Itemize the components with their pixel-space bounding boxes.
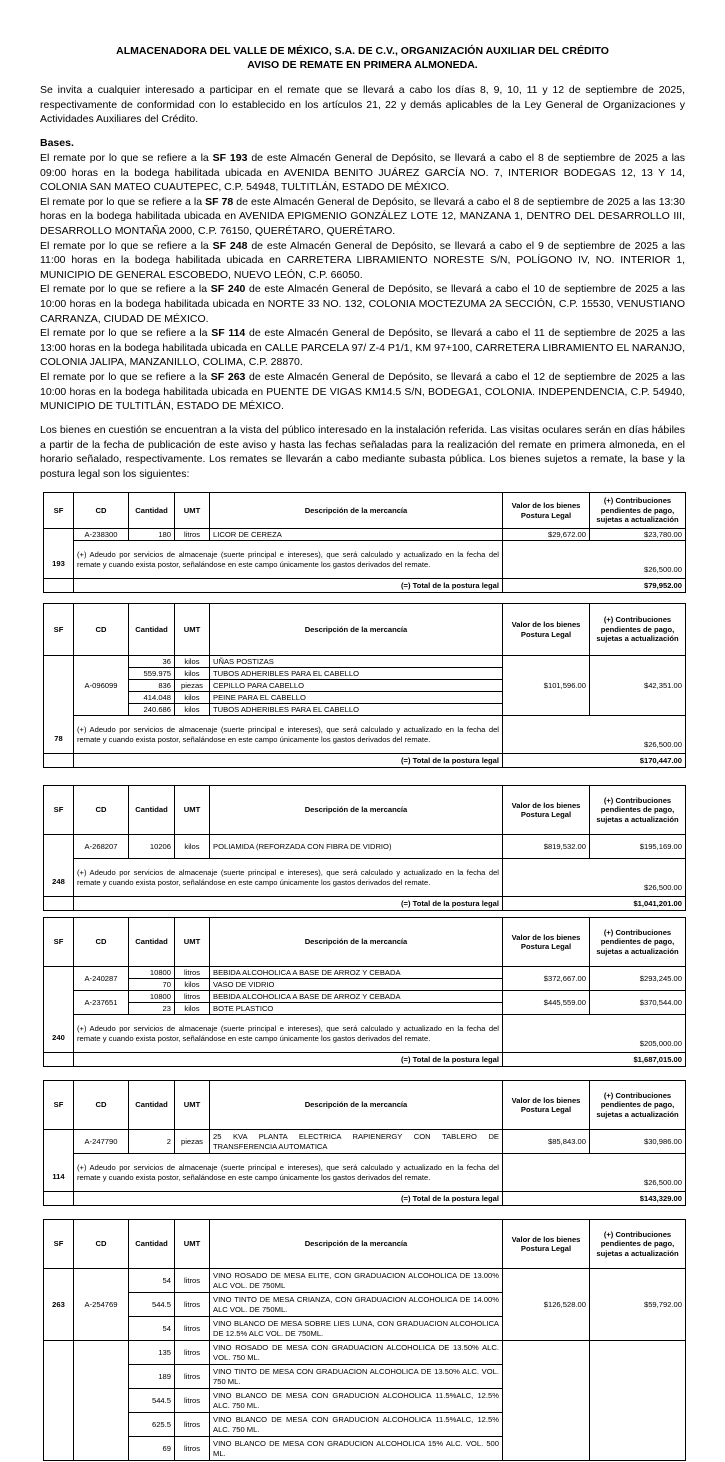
cantidad-value: 69 — [129, 1437, 175, 1461]
descripcion-value: CEPILLO PARA CABELLO — [210, 680, 503, 692]
company-title: ALMACENADORA DEL VALLE DE MÉXICO, S.A. DE C.V., ORGANIZACIÓN AUXILIAR DEL CRÉDITO — [116, 45, 609, 57]
cantidad-value: 180 — [129, 529, 175, 541]
header-row — [44, 786, 686, 835]
column-header-contribuciones: (+) Contribuciones pendientes de pago, sujetas a actualización — [590, 1220, 686, 1269]
column-header-contribuciones: (+) Contribuciones pendientes de pago, sujetas a actualización — [590, 786, 686, 835]
umt-value: litros — [175, 1413, 210, 1437]
umt-value: litros — [175, 1341, 210, 1365]
adeudo-value: $26,500.00 — [503, 716, 686, 754]
column-header-umt: UMT — [175, 1220, 210, 1269]
adeudo-value: $26,500.00 — [503, 541, 686, 579]
valor-value: $445,559.00 — [503, 991, 590, 1015]
total-row — [44, 1192, 686, 1206]
adeudo-value: $205,000.00 — [503, 1015, 686, 1053]
cantidad-value: 70 — [129, 979, 175, 991]
column-header-descripcion: Descripción de la mercancía — [210, 918, 503, 967]
total-blank — [44, 1192, 74, 1206]
total-value: $1,041,201.00 — [503, 897, 686, 911]
umt-value: litros — [175, 1365, 210, 1389]
valor-value: $29,672.00 — [503, 529, 590, 541]
sf-table-193 — [43, 492, 686, 593]
sf-ref: SF 193 — [212, 152, 248, 164]
descripcion-value: VINO BLANCO DE MESA CON GRADUCION ALCOHOLICA 11.5%ALC, 12.5% ALC. 750 ML. — [210, 1389, 503, 1413]
table-row — [44, 1269, 686, 1293]
descripcion-value: VINO TINTO DE MESA CON GRADUACION ALCOHOLICA DE 13.50% ALC. VOL. 750 ML. — [210, 1365, 503, 1389]
table-row — [44, 529, 686, 541]
column-header-descripcion: Descripción de la mercancía — [210, 1220, 503, 1269]
valor-value: $126,528.00 — [503, 1269, 590, 1341]
column-header-cd: CD — [74, 493, 129, 529]
column-header-umt: UMT — [175, 1081, 210, 1130]
column-header-descripcion: Descripción de la mercancía — [210, 786, 503, 835]
intro-paragraph: Se invita a cualquier interesado a participar en el remate que se llevará a cabo los días 8, 9, 10, 11 y 12 de septiembre de 2025, respectivamente de conformidad con lo establecido en los artículos 21, 22 y demás aplicables de la Ley General de Organizaciones y Actividades Auxiliares del Crédito. — [40, 84, 685, 126]
total-label: (=) Total de la postura legal — [74, 579, 503, 593]
notice-title: AVISO DE REMATE EN PRIMERA ALMONEDA. — [247, 59, 478, 71]
adeudo-row — [44, 1015, 686, 1053]
contribuciones-value: $59,792.00 — [590, 1269, 686, 1341]
valor-value: $101,596.00 — [503, 656, 590, 716]
column-header-valor: Valor de los bienes Postura Legal — [503, 1220, 590, 1269]
column-header-valor: Valor de los bienes Postura Legal — [503, 604, 590, 656]
cd-code: A-237651 — [74, 991, 129, 1015]
bases-title: Bases. — [40, 137, 74, 149]
total-value: $79,952.00 — [503, 579, 686, 593]
sf-number: 193 — [44, 529, 74, 579]
total-value: $1,687,015.00 — [503, 1053, 686, 1067]
base-paragraph: El remate por lo que se refiere a la SF 193 de este Almacén General de Depósito, se llevará a cabo el 8 de septiembre de 2025 a las 09:00 horas en la bodega habilitada ubicada en AVENIDA BENITO JUÁREZ GARCÍA NO. 7, INTERIOR BODEGAS 12, 13 Y 14, COLONIA SAN MATEO CUAUTEPEC, C.P. 54948, TULTITLÁN, ESTADO DE MÉXICO. — [40, 152, 685, 194]
descripcion-value: 25 KVA PLANTA ELECTRICA RAPIENERGY CON TABLERO DE TRANSFERENCIA AUTOMATICA — [210, 1130, 503, 1154]
sf-table-240 — [43, 917, 686, 1067]
total-label: (=) Total de la postura legal — [74, 1053, 503, 1067]
total-blank — [44, 579, 74, 593]
sf-number: 78 — [44, 656, 74, 754]
valor-value — [503, 1341, 590, 1461]
descripcion-value: BEBIDA ALCOHOLICA A BASE DE ARROZ Y CEBADA — [210, 967, 503, 979]
cantidad-value: 10800 — [129, 967, 175, 979]
cantidad-value: 54 — [129, 1269, 175, 1293]
column-header-valor: Valor de los bienes Postura Legal — [503, 786, 590, 835]
cantidad-value: 36 — [129, 656, 175, 668]
cd-code: A-240287 — [74, 967, 129, 991]
total-blank — [44, 1053, 74, 1067]
column-header-descripcion: Descripción de la mercancía — [210, 493, 503, 529]
column-header-sf: SF — [44, 493, 74, 529]
column-header-descripcion: Descripción de la mercancía — [210, 604, 503, 656]
sf-number: 240 — [44, 967, 74, 1053]
header-row — [44, 1081, 686, 1130]
column-header-cantidad: Cantidad — [129, 1081, 175, 1130]
contribuciones-value: $23,780.00 — [590, 529, 686, 541]
umt-value: litros — [175, 967, 210, 979]
total-label: (=) Total de la postura legal — [74, 1192, 503, 1206]
sf-table-248 — [43, 785, 686, 911]
column-header-sf: SF — [44, 604, 74, 656]
descripcion-value: UÑAS POSTIZAS — [210, 656, 503, 668]
descripcion-value: VINO BLANCO DE MESA CON GRADUCION ALCOHOLICA 11.5%ALC, 12.5% ALC. 750 ML. — [210, 1413, 503, 1437]
column-header-umt: UMT — [175, 604, 210, 656]
table-row — [44, 835, 686, 859]
column-header-cantidad: Cantidad — [129, 786, 175, 835]
table-row — [44, 1341, 686, 1365]
column-header-cd: CD — [74, 786, 129, 835]
umt-value: kilos — [175, 704, 210, 716]
umt-value: litros — [175, 529, 210, 541]
contribuciones-value: $370,544.00 — [590, 991, 686, 1015]
cd-code: A-254769 — [74, 1269, 129, 1341]
descripcion-value: VASO DE VIDRIO — [210, 979, 503, 991]
umt-value: litros — [175, 1317, 210, 1341]
base-paragraph: El remate por lo que se refiere a la SF 248 de este Almacén General de Depósito, se llevará a cabo el 9 de septiembre de 2025 a las 11:00 horas en la bodega habilitada ubicada en CARRETERA LIBRAMIENTO NORESTE S/N, POLÍGONO IV, NO. INTERIOR 1, MUNICIPIO DE GENERAL ESCOBEDO, NUEVO LEÓN, C.P. 66050. — [40, 239, 685, 281]
column-header-valor: Valor de los bienes Postura Legal — [503, 918, 590, 967]
total-value: $170,447.00 — [503, 754, 686, 768]
column-header-umt: UMT — [175, 493, 210, 529]
table-row — [44, 967, 686, 979]
sf-table-114 — [43, 1080, 686, 1206]
adeudo-value: $26,500.00 — [503, 859, 686, 897]
adeudo-text: (+) Adeudo por servicios de almacenaje (suerte principal e intereses), que será calculado y actualizado en la fecha del remate y cuando exista postor, señalándose en este campo únicamente los gastos derivados del remate. — [74, 859, 503, 897]
umt-value: kilos — [175, 692, 210, 704]
adeudo-text: (+) Adeudo por servicios de almacenaje (suerte principal e intereses), que será calculado y actualizado en la fecha del remate y cuando exista postor, señalándose en este campo únicamente los gastos derivados del remate. — [74, 716, 503, 754]
cd-code — [74, 1341, 129, 1461]
contribuciones-value: $42,351.00 — [590, 656, 686, 716]
adeudo-text: (+) Adeudo por servicios de almacenaje (suerte principal e intereses), que será calculado y actualizado en la fecha del remate y cuando exista postor, señalándose en este campo únicamente los gastos derivados del remate. — [74, 1015, 503, 1053]
header-row — [44, 1220, 686, 1269]
table-row — [44, 656, 686, 668]
notice-heading — [40, 44, 685, 72]
descripcion-value: LICOR DE CEREZA — [210, 529, 503, 541]
descripcion-value: BEBIDA ALCOHOLICA A BASE DE ARROZ Y CEBADA — [210, 991, 503, 1003]
contribuciones-value: $195,169.00 — [590, 835, 686, 859]
column-header-sf: SF — [44, 786, 74, 835]
adeudo-row — [44, 541, 686, 579]
sf-table-263 — [43, 1219, 686, 1461]
cantidad-value: 23 — [129, 1003, 175, 1015]
table-row — [44, 1130, 686, 1154]
column-header-valor: Valor de los bienes Postura Legal — [503, 493, 590, 529]
total-label: (=) Total de la postura legal — [74, 754, 503, 768]
closing-paragraph: Los bienes en cuestión se encuentran a la vista del público interesado en la instalación referida. Las visitas oculares serán en días hábiles a partir de la fecha de publicación de este aviso y hasta las fechas señaladas para la realización del remate en primera almoneda, en el horario señalado, respectivamente. Los remates se llevarán a cabo mediante subasta pública. Los bienes sujetos a remate, la base y la postura legal son los siguientes: — [40, 424, 685, 480]
column-header-cd: CD — [74, 1081, 129, 1130]
column-header-cd: CD — [74, 918, 129, 967]
total-row — [44, 754, 686, 768]
adeudo-row — [44, 1154, 686, 1192]
descripcion-value: VINO BLANCO DE MESA SOBRE LIES LUNA, CON GRADUACION ALCOHOLICA DE 12.5% ALC VOL. DE 750ML. — [210, 1317, 503, 1341]
column-header-cd: CD — [74, 1220, 129, 1269]
valor-value: $372,667.00 — [503, 967, 590, 991]
base-paragraph: El remate por lo que se refiere a la SF 78 de este Almacén General de Depósito, se llevará a cabo el 8 de septiembre de 2025 a las 13:30 horas en la bodega habilitada ubicada en AVENIDA EPIGMENIO GONZÁLEZ LOTE 12, MANZANA 1, DENTRO DEL DESARROLLO III, DESARROLLO MONTAÑA 2000, C.P. 76150, QUERÉTARO, QUERÉTARO. — [40, 195, 685, 237]
contribuciones-value: $293,245.00 — [590, 967, 686, 991]
cantidad-value: 240.686 — [129, 704, 175, 716]
adeudo-value: $26,500.00 — [503, 1154, 686, 1192]
column-header-sf: SF — [44, 918, 74, 967]
umt-value: kilos — [175, 656, 210, 668]
cd-code: A-247790 — [74, 1130, 129, 1154]
umt-value: litros — [175, 1389, 210, 1413]
umt-value: litros — [175, 1269, 210, 1293]
cantidad-value: 544.5 — [129, 1293, 175, 1317]
column-header-cantidad: Cantidad — [129, 918, 175, 967]
cd-code: A-096099 — [74, 656, 129, 716]
umt-value: litros — [175, 991, 210, 1003]
umt-value: piezas — [175, 1130, 210, 1154]
base-paragraph: El remate por lo que se refiere a la SF 114 de este Almacén General de Depósito, se llevará a cabo el 11 de septiembre de 2025 a las 13:00 horas en la bodega habilitada ubicada en CALLE PARCELA 97/ Z-4 P1/1, KM 97+100, CARRETERA LIBRAMIENTO EL NARANJO, COLONIA JALIPA, MANZANILLO, COLIMA, C.P. 28870. — [40, 327, 685, 369]
column-header-cantidad: Cantidad — [129, 1220, 175, 1269]
contribuciones-value: $30,986.00 — [590, 1130, 686, 1154]
umt-value: kilos — [175, 1003, 210, 1015]
adeudo-row — [44, 716, 686, 754]
column-header-sf: SF — [44, 1081, 74, 1130]
sf-number: 263 — [44, 1269, 74, 1341]
sf-ref: SF 114 — [211, 327, 246, 340]
descripcion-value: TUBOS ADHERIBLES PARA EL CABELLO — [210, 704, 503, 716]
header-row — [44, 604, 686, 656]
total-row — [44, 1053, 686, 1067]
total-blank — [44, 897, 74, 911]
sf-number: 248 — [44, 835, 74, 897]
umt-value: litros — [175, 1293, 210, 1317]
column-header-contribuciones: (+) Contribuciones pendientes de pago, sujetas a actualización — [590, 604, 686, 656]
total-label: (=) Total de la postura legal — [74, 897, 503, 911]
column-header-contribuciones: (+) Contribuciones pendientes de pago, sujetas a actualización — [590, 918, 686, 967]
valor-value: $819,532.00 — [503, 835, 590, 859]
cantidad-value: 10206 — [129, 835, 175, 859]
descripcion-value: VINO ROSADO DE MESA ELITE, CON GRADUACION ALCOHOLICA DE 13.00% ALC VOL. DE 750ML — [210, 1269, 503, 1293]
umt-value: kilos — [175, 668, 210, 680]
umt-value: kilos — [175, 979, 210, 991]
column-header-sf: SF — [44, 1220, 74, 1269]
sf-ref: SF 240 — [210, 283, 246, 296]
cd-code: A-268207 — [74, 835, 129, 859]
total-value: $143,329.00 — [503, 1192, 686, 1206]
adeudo-text: (+) Adeudo por servicios de almacenaje (suerte principal e intereses), que será calculado y actualizado en la fecha del remate y cuando exista postor, señalándose en este campo únicamente los gastos derivados del remate. — [74, 541, 503, 579]
sf-ref: SF 248 — [212, 239, 248, 252]
total-row — [44, 579, 686, 593]
cantidad-value: 2 — [129, 1130, 175, 1154]
total-blank — [44, 754, 74, 768]
column-header-contribuciones: (+) Contribuciones pendientes de pago, sujetas a actualización — [590, 1081, 686, 1130]
adeudo-row — [44, 859, 686, 897]
column-header-umt: UMT — [175, 786, 210, 835]
header-row — [44, 493, 686, 529]
column-header-valor: Valor de los bienes Postura Legal — [503, 1081, 590, 1130]
sf-number-empty — [44, 1341, 74, 1461]
base-paragraph: El remate por lo que se refiere a la SF 263 de este Almacén General de Depósito, se llevará a cabo el 12 de septiembre de 2025 a las 10:00 horas en la bodega habilitada ubicada en PUENTE DE VIGAS KM14.5 S/N, BODEGA1, COLONIA. INDEPENDENCIA, C.P. 54940, MUNICIPIO DE TULTITLÁN, ESTADO DE MÉXICO. — [40, 370, 685, 413]
cantidad-value: 135 — [129, 1341, 175, 1365]
umt-value: kilos — [175, 835, 210, 859]
column-header-cd: CD — [74, 604, 129, 656]
sf-table-78 — [43, 603, 686, 768]
umt-value: litros — [175, 1437, 210, 1461]
header-row — [44, 918, 686, 967]
cd-code: A-238300 — [74, 529, 129, 541]
descripcion-value: TUBOS ADHERIBLES PARA EL CABELLO — [210, 668, 503, 680]
cantidad-value: 836 — [129, 680, 175, 692]
umt-value: piezas — [175, 680, 210, 692]
adeudo-text: (+) Adeudo por servicios de almacenaje (suerte principal e intereses), que será calculado y actualizado en la fecha del remate y cuando exista postor, señalándose en este campo únicamente los gastos derivados del remate. — [74, 1154, 503, 1192]
column-header-contribuciones: (+) Contribuciones pendientes de pago, sujetas a actualización — [590, 493, 686, 529]
cantidad-value: 544.5 — [129, 1389, 175, 1413]
contribuciones-value — [590, 1341, 686, 1461]
bases-list — [40, 151, 685, 414]
column-header-umt: UMT — [175, 918, 210, 967]
cantidad-value: 625.5 — [129, 1413, 175, 1437]
column-header-cantidad: Cantidad — [129, 604, 175, 656]
cantidad-value: 189 — [129, 1365, 175, 1389]
cantidad-value: 54 — [129, 1317, 175, 1341]
column-header-cantidad: Cantidad — [129, 493, 175, 529]
descripcion-value: VINO ROSADO DE MESA CON GRADUACION ALCOHOLICA DE 13.50% ALC. VOL. 750 ML. — [210, 1341, 503, 1365]
table-row — [44, 991, 686, 1003]
descripcion-value: VINO TINTO DE MESA CRIANZA, CON GRADUACION ALCOHOLICA DE 14.00% ALC VOL. DE 750ML. — [210, 1293, 503, 1317]
cantidad-value: 10800 — [129, 991, 175, 1003]
sf-ref: SF 263 — [210, 370, 246, 383]
valor-value: $85,843.00 — [503, 1130, 590, 1154]
cantidad-value: 559.975 — [129, 668, 175, 680]
descripcion-value: PEINE PARA EL CABELLO — [210, 692, 503, 704]
descripcion-value: POLIAMIDA (REFORZADA CON FIBRA DE VIDRIO) — [210, 835, 503, 859]
cantidad-value: 414.048 — [129, 692, 175, 704]
descripcion-value: BOTE PLASTICO — [210, 1003, 503, 1015]
descripcion-value: VINO BLANCO DE MESA CON GRADUCION ALCOHOLICA 15% ALC. VOL. 500 ML. — [210, 1437, 503, 1461]
total-row — [44, 897, 686, 911]
sf-number: 114 — [44, 1130, 74, 1192]
base-paragraph: El remate por lo que se refiere a la SF 240 de este Almacén General de Depósito, se llevará a cabo el 10 de septiembre de 2025 a las 10:00 horas en la bodega habilitada ubicada en NORTE 33 NO. 132, COLONIA MOCTEZUMA 2A SECCIÓN, C.P. 15530, VENUSTIANO CARRANZA, CIUDAD DE MÉXICO. — [40, 283, 685, 325]
sf-ref: SF 78 — [205, 195, 234, 208]
column-header-descripcion: Descripción de la mercancía — [210, 1081, 503, 1130]
